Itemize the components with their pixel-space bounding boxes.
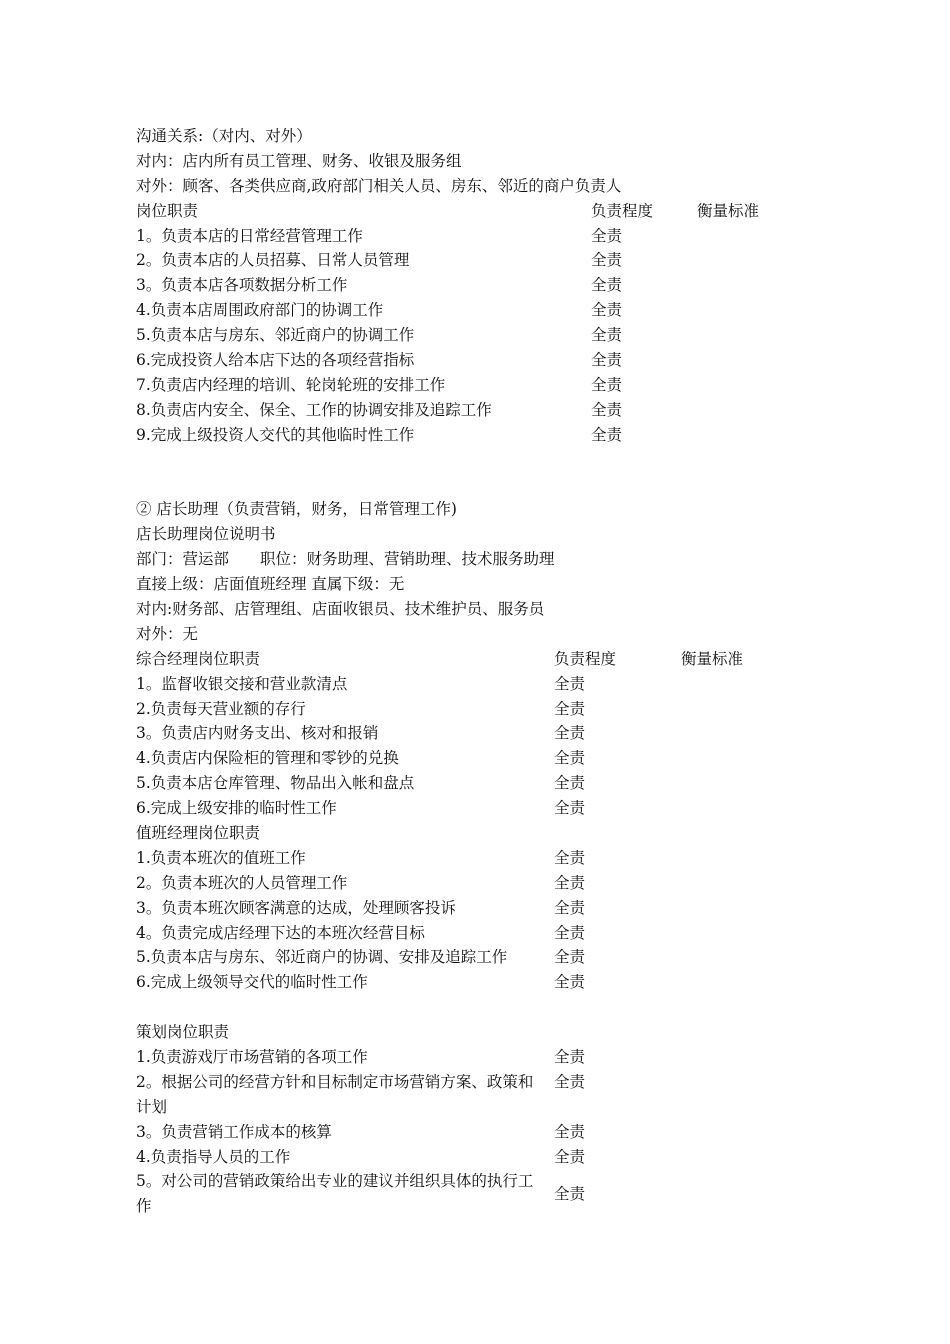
sec2-header-duty: 综合经理岗位职责 bbox=[136, 649, 261, 668]
asst-dept-position: 部门：营运部 职位：财务助理、营销助理、技术服务助理 bbox=[136, 550, 555, 569]
sec1-list bbox=[136, 224, 836, 448]
item-text: 4.负责店内保险柜的管理和零钞的兑换 bbox=[136, 749, 399, 768]
item-degree: 全责 bbox=[591, 251, 623, 270]
list-item bbox=[136, 896, 836, 921]
item-text: 1.负责本班次的值班工作 bbox=[136, 848, 306, 867]
item-degree: 全责 bbox=[591, 375, 623, 394]
sec3-title: 值班经理岗位职责 bbox=[136, 823, 261, 842]
list-item bbox=[136, 746, 836, 771]
item-text: 1。监督收银交接和营业款清点 bbox=[136, 674, 348, 693]
comm-external: 对外：顾客、各类供应商,政府部门相关人员、房东、邻近的商户负责人 bbox=[136, 176, 622, 195]
list-item bbox=[136, 1045, 836, 1070]
list-item bbox=[136, 224, 836, 249]
item-degree: 全责 bbox=[554, 948, 586, 967]
list-item bbox=[136, 348, 836, 373]
item-text: 3。负责本班次顾客满意的达成，处理顾客投诉 bbox=[136, 898, 456, 917]
asst-doc-title: 店长助理岗位说明书 bbox=[136, 525, 276, 544]
item-text: 5。对公司的营销政策给出专业的建议并组织具体的执行工作 bbox=[136, 1172, 534, 1216]
item-text: 6.完成上级领导交代的临时性工作 bbox=[136, 973, 368, 992]
sec1-header bbox=[136, 199, 836, 224]
sec1-header-degree: 负责程度 bbox=[591, 201, 654, 220]
sec2-header bbox=[136, 647, 836, 672]
list-item bbox=[136, 970, 836, 995]
sec2-list bbox=[136, 672, 836, 821]
list-item bbox=[136, 248, 836, 273]
list-item bbox=[136, 373, 836, 398]
list-item bbox=[136, 1145, 836, 1170]
item-degree: 全责 bbox=[554, 1184, 586, 1203]
item-degree: 全责 bbox=[554, 1122, 586, 1141]
list-item bbox=[136, 945, 836, 970]
item-text: 3。负责本店各项数据分析工作 bbox=[136, 276, 348, 295]
item-text: 5.负责本店仓库管理、物品出入帐和盘点 bbox=[136, 774, 415, 793]
item-text: 4。负责完成店经理下达的本班次经营目标 bbox=[136, 923, 425, 942]
item-text: 2。根据公司的经营方针和目标制定市场营销方案、政策和计划 bbox=[136, 1072, 534, 1116]
sec1-header-standard: 衡量标准 bbox=[697, 201, 760, 220]
list-item bbox=[136, 871, 836, 896]
item-degree: 全责 bbox=[554, 923, 586, 942]
item-text: 2.负责每天营业额的存行 bbox=[136, 699, 306, 718]
item-degree: 全责 bbox=[591, 425, 623, 444]
item-text: 5.负责本店与房东、邻近商户的协调工作 bbox=[136, 326, 415, 345]
sec3-list bbox=[136, 846, 836, 995]
item-text: 3。负责营销工作成本的核算 bbox=[136, 1122, 332, 1141]
document-page bbox=[136, 124, 836, 1219]
asst-internal: 对内:财务部、店管理组、店面收银员、技术维护员、服务员 bbox=[136, 599, 545, 618]
asst-external: 对外：无 bbox=[136, 624, 199, 643]
item-degree: 全责 bbox=[591, 400, 623, 419]
item-text: 3。负责店内财务支出、核对和报销 bbox=[136, 724, 379, 743]
item-text: 5.负责本店与房东、邻近商户的协调、安排及追踪工作 bbox=[136, 948, 508, 967]
item-degree: 全责 bbox=[554, 799, 586, 818]
sec4-title: 策划岗位职责 bbox=[136, 1023, 230, 1042]
item-text: 2。负责本店的人员招募、日常人员管理 bbox=[136, 251, 410, 270]
item-degree: 全责 bbox=[591, 326, 623, 345]
item-degree: 全责 bbox=[554, 1047, 586, 1066]
list-item bbox=[136, 323, 836, 348]
comm-internal: 对内：店内所有员工管理、财务、收银及服务组 bbox=[136, 151, 462, 170]
list-item bbox=[136, 1169, 836, 1219]
item-degree: 全责 bbox=[554, 674, 586, 693]
list-item bbox=[136, 672, 836, 697]
item-text: 6.完成投资人给本店下达的各项经营指标 bbox=[136, 351, 415, 370]
list-item bbox=[136, 921, 836, 946]
item-degree: 全责 bbox=[554, 973, 586, 992]
list-item bbox=[136, 1070, 836, 1120]
item-degree: 全责 bbox=[554, 873, 586, 892]
list-item bbox=[136, 697, 836, 722]
list-item bbox=[136, 846, 836, 871]
item-text: 4.负责本店周围政府部门的协调工作 bbox=[136, 301, 384, 320]
item-degree: 全责 bbox=[554, 1147, 586, 1166]
asst-title: ② 店长助理（负责营销，财务，日常管理工作) bbox=[136, 500, 457, 519]
sec2-header-standard: 衡量标准 bbox=[681, 649, 744, 668]
sec1-header-duty: 岗位职责 bbox=[136, 201, 199, 220]
item-text: 1。负责本店的日常经营管理工作 bbox=[136, 226, 363, 245]
item-text: 7.负责店内经理的培训、轮岗轮班的安排工作 bbox=[136, 375, 446, 394]
spacer bbox=[136, 995, 836, 1020]
item-degree: 全责 bbox=[591, 226, 623, 245]
item-degree: 全责 bbox=[591, 301, 623, 320]
list-item bbox=[136, 721, 836, 746]
item-text: 4.负责指导人员的工作 bbox=[136, 1147, 291, 1166]
item-text: 8.负责店内安全、保全、工作的协调安排及追踪工作 bbox=[136, 400, 492, 419]
item-text: 6.完成上级安排的临时性工作 bbox=[136, 799, 337, 818]
comm-title: 沟通关系:（对内、对外） bbox=[136, 127, 312, 145]
item-degree: 全责 bbox=[591, 276, 623, 295]
list-item bbox=[136, 273, 836, 298]
list-item bbox=[136, 796, 836, 821]
list-item bbox=[136, 423, 836, 448]
item-degree: 全责 bbox=[591, 351, 623, 370]
item-degree: 全责 bbox=[554, 699, 586, 718]
item-degree: 全责 bbox=[554, 749, 586, 768]
item-degree: 全责 bbox=[554, 1072, 586, 1091]
list-item bbox=[136, 398, 836, 423]
sec4-list bbox=[136, 1045, 836, 1219]
asst-superior: 直接上级：店面值班经理 直属下级：无 bbox=[136, 575, 405, 594]
spacer bbox=[136, 448, 836, 498]
list-item bbox=[136, 1120, 836, 1145]
item-degree: 全责 bbox=[554, 848, 586, 867]
item-text: 9.完成上级投资人交代的其他临时性工作 bbox=[136, 425, 415, 444]
list-item bbox=[136, 298, 836, 323]
sec2-header-degree: 负责程度 bbox=[554, 649, 617, 668]
item-degree: 全责 bbox=[554, 724, 586, 743]
item-text: 1.负责游戏厅市场营销的各项工作 bbox=[136, 1047, 368, 1066]
item-degree: 全责 bbox=[554, 898, 586, 917]
item-degree: 全责 bbox=[554, 774, 586, 793]
list-item bbox=[136, 771, 836, 796]
item-text: 2。负责本班次的人员管理工作 bbox=[136, 873, 348, 892]
